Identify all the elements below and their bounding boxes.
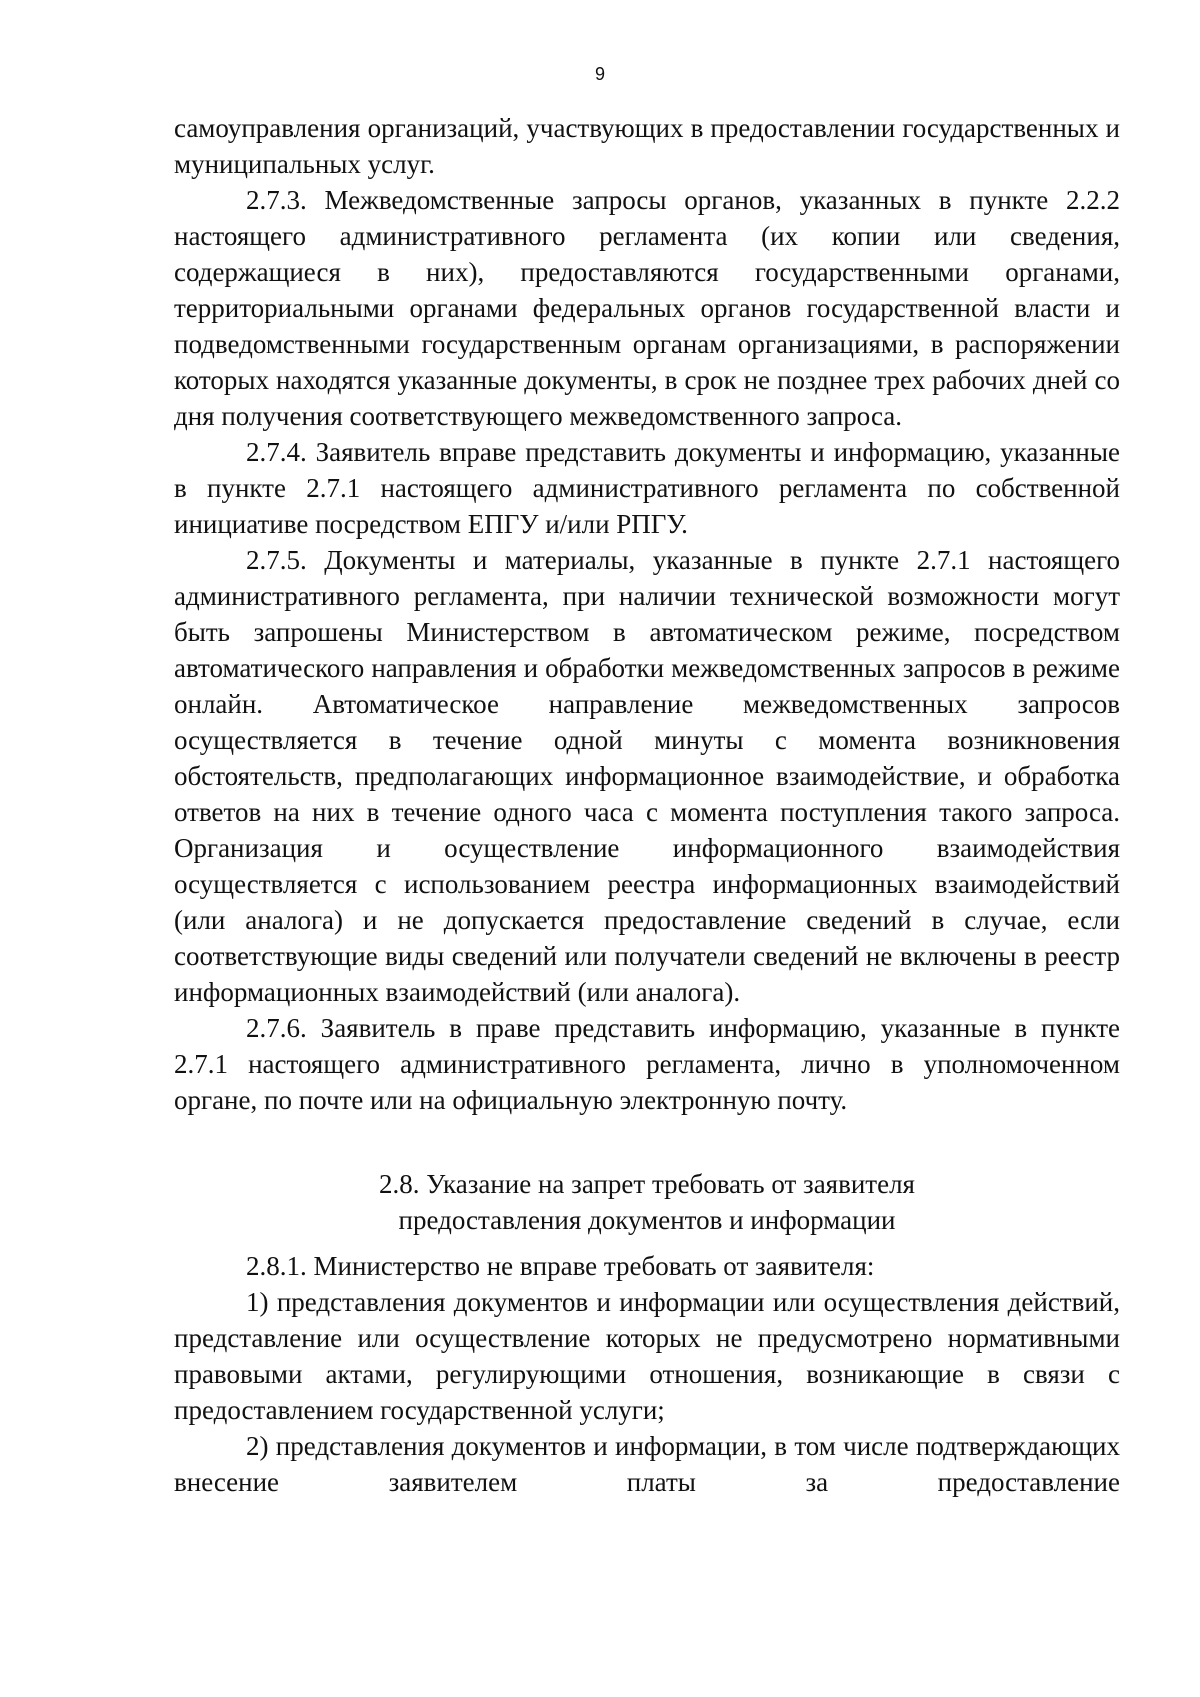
paragraph-2-7-4: 2.7.4. Заявитель вправе представить документы и информацию, указанные в пункте 2.7.1 настоящего административного регламента по собственной инициативе посредством ЕПГУ и/или РПГУ. <box>174 437 1120 539</box>
paragraph-2-7-3: 2.7.3. Межведомственные запросы органов, указанных в пункте 2.2.2 настоящего административного регламента (их копии или сведения, содержащиеся в них), предоставляются государственными органами, территориальными органами федеральных органов государственной власти и подведомственными государственным органам организациями, в распоряжении которых находятся указанные документы, в срок не позднее трех рабочих дней со дня получения соответствующего межведомственного запроса. <box>174 185 1120 431</box>
list-item-1: 1) представления документов и информации или осуществления действий, представление или осуществление которых не предусмотрено нормативными правовыми актами, регулирующими отношения, возникающие в связи с предоставлением государственной услуги; <box>174 1287 1120 1425</box>
section-heading-line-1: 2.8. Указание на запрет требовать от заявителя <box>379 1169 915 1199</box>
paragraph-continuation: самоуправления организаций, участвующих в предоставлении государственных и муниципальных услуг. <box>174 113 1120 179</box>
paragraph-2-7-5: 2.7.5. Документы и материалы, указанные в пункте 2.7.1 настоящего административного регламента, при наличии технической возможности могут быть запрошены Министерством в автоматическом режиме, посредством автоматического направления и обработки межведомственных запросов в режиме онлайн. Автоматическое направление межведомственных запросов осуществляется в течение одной минуты с момента возникновения обстоятельств, предполагающих информационное взаимодействие, и обработка ответов на них в течение одного часа с момента поступления такого запроса. Организация и осуществление информационного взаимодействия осуществляется с использованием реестра информационных взаимодействий (или аналога) и не допускается предоставление сведений в случае, если соответствующие виды сведений или получатели сведений не включены в реестр информационных взаимодействий (или аналога). <box>174 545 1120 1007</box>
section-heading-2-8 <box>174 1166 1120 1238</box>
list-item-2: 2) представления документов и информации, в том числе подтверждающих внесение заявителем платы за предоставление <box>174 1431 1120 1497</box>
paragraph-2-7-6: 2.7.6. Заявитель в праве представить информацию, указанные в пункте 2.7.1 настоящего административного регламента, лично в уполномоченном органе, по почте или на официальную электронную почту. <box>174 1013 1120 1115</box>
page-number: 9 <box>594 64 605 84</box>
document-body <box>174 110 1120 1500</box>
paragraph-2-8-1: 2.8.1. Министерство не вправе требовать от заявителя: <box>246 1251 875 1281</box>
section-heading-line-2: предоставления документов и информации <box>398 1205 896 1235</box>
